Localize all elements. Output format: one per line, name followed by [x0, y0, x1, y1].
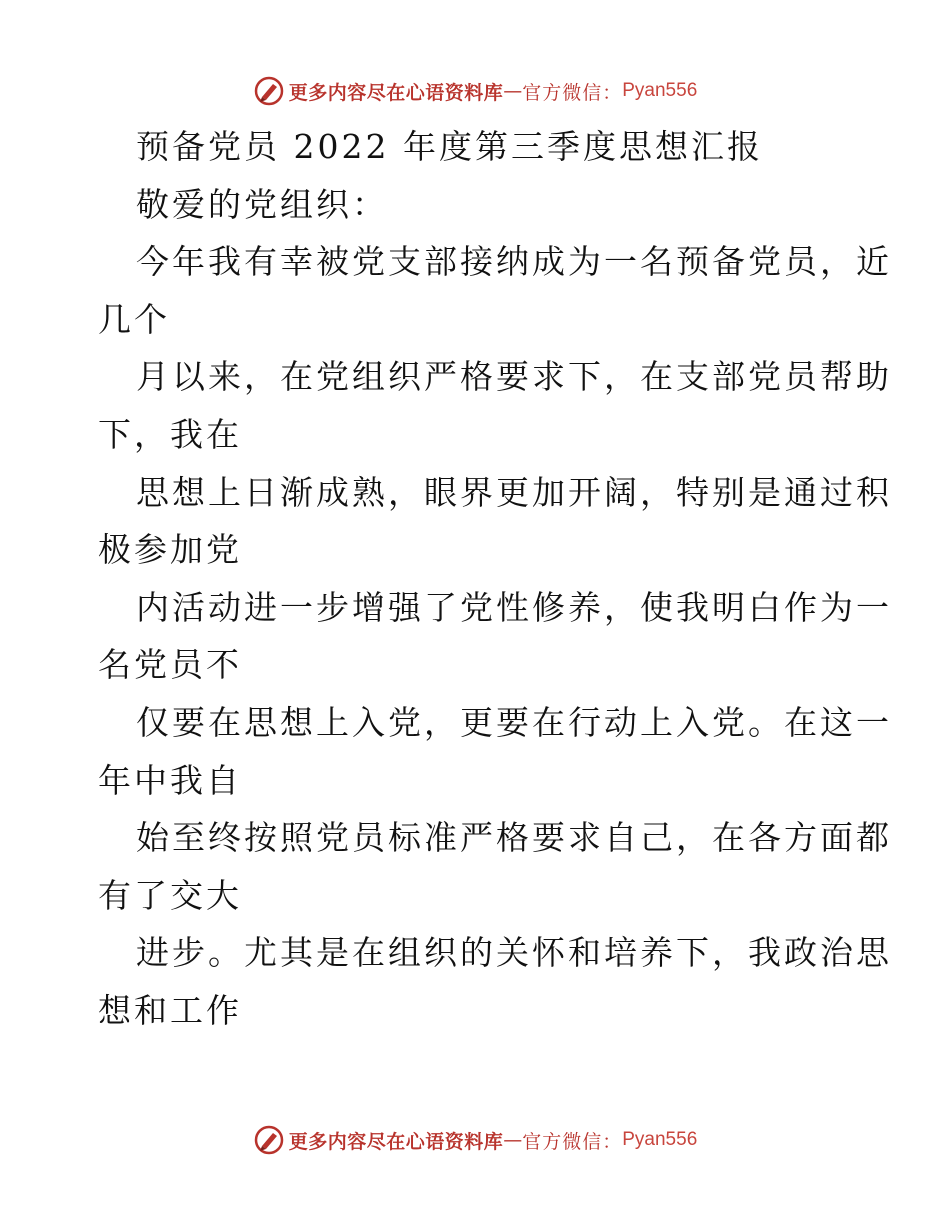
paragraph-line: 有了交大: [98, 875, 242, 915]
paragraph-line: 月以来，在党组织严格要求下，在支部党员帮助: [136, 357, 892, 397]
paragraph-line: 进步。尤其是在组织的关怀和培养下，我政治思: [136, 933, 892, 973]
banner-separator: —: [503, 80, 523, 102]
banner-slogan: 更多内容尽在心语资料库: [288, 1130, 504, 1153]
banner-separator: —: [503, 1129, 523, 1151]
banner-slogan: 更多内容尽在心语资料库: [288, 81, 504, 104]
paragraph-line: 几个: [98, 299, 170, 339]
footer-banner: [0, 1120, 950, 1160]
paragraph-line: 想和工作: [98, 990, 242, 1030]
paragraph-line: 极参加党: [98, 530, 242, 570]
paragraph-line: 内活动进一步增强了党性修养，使我明白作为一: [136, 587, 892, 627]
paragraph-line: 仅要在思想上入党，更要在行动上入党。在这一: [136, 702, 892, 742]
paragraph-line: 名党员不: [98, 645, 242, 685]
document-salutation: 敬爱的党组织：: [136, 184, 388, 224]
pen-logo-icon: [253, 1124, 285, 1156]
paragraph-line: 年中我自: [98, 760, 242, 800]
banner-wechat-id: Pyan556: [622, 80, 698, 101]
banner-wechat-label: 官方微信：: [522, 81, 623, 104]
banner-wechat-id: Pyan556: [622, 1129, 698, 1150]
paragraph-line: 下，我在: [98, 414, 242, 454]
paragraph-line: 思想上日渐成熟，眼界更加开阔，特别是通过积: [136, 472, 892, 512]
document-title: 预备党员 2022 年度第三季度思想汇报: [136, 127, 763, 166]
document-body: [98, 118, 892, 1040]
header-banner: [0, 71, 950, 111]
pen-logo-icon: [253, 75, 285, 107]
paragraph-line: 今年我有幸被党支部接纳成为一名预备党员，近: [136, 242, 892, 282]
banner-wechat-label: 官方微信：: [522, 1130, 623, 1153]
paragraph-line: 始至终按照党员标准严格要求自己，在各方面都: [136, 818, 892, 858]
